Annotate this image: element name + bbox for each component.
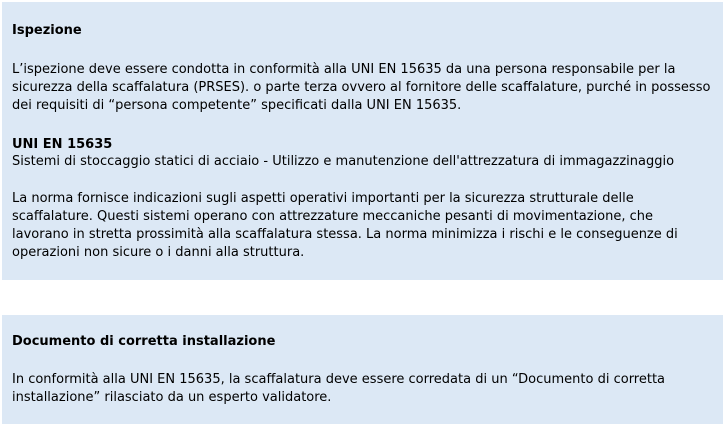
installation-doc-body: In conformità alla UNI EN 15635, la scaffalatura deve essere corredata di un “Documento di corretta installazione” rilasciato da un esperto validatore. bbox=[12, 372, 666, 405]
standard-subtitle: Sistemi di stoccaggio statici di acciaio - Utilizzo e manutenzione dell'attrezzatura di immagazzinaggio bbox=[12, 154, 675, 169]
installation-doc-panel bbox=[2, 315, 723, 424]
standard-body: La norma fornisce indicazioni sugli aspetti operativi importanti per la sicurezza strutturale delle scaffalature. Questi sistemi operano con attrezzature meccaniche pesanti di movimentazione, che lavorano in stretta prossimità alla scaffalatura stessa. La norma minimizza i rischi e le conseguenze di operazioni non sicure o i danni alla struttura. bbox=[12, 191, 678, 260]
inspection-panel bbox=[2, 2, 723, 280]
installation-doc-title: Documento di corretta installazione bbox=[12, 334, 276, 349]
inspection-title: Ispezione bbox=[12, 23, 82, 38]
inspection-body: L’ispezione deve essere condotta in conformità alla UNI EN 15635 da una persona responsabile per la sicurezza della scaffalatura (PRSES). o parte terza ovvero al fornitore delle scaffalature, purché in possesso dei requisiti di “persona competente” specificati dalla UNI EN 15635. bbox=[12, 62, 711, 113]
standard-title: UNI EN 15635 bbox=[12, 137, 113, 152]
